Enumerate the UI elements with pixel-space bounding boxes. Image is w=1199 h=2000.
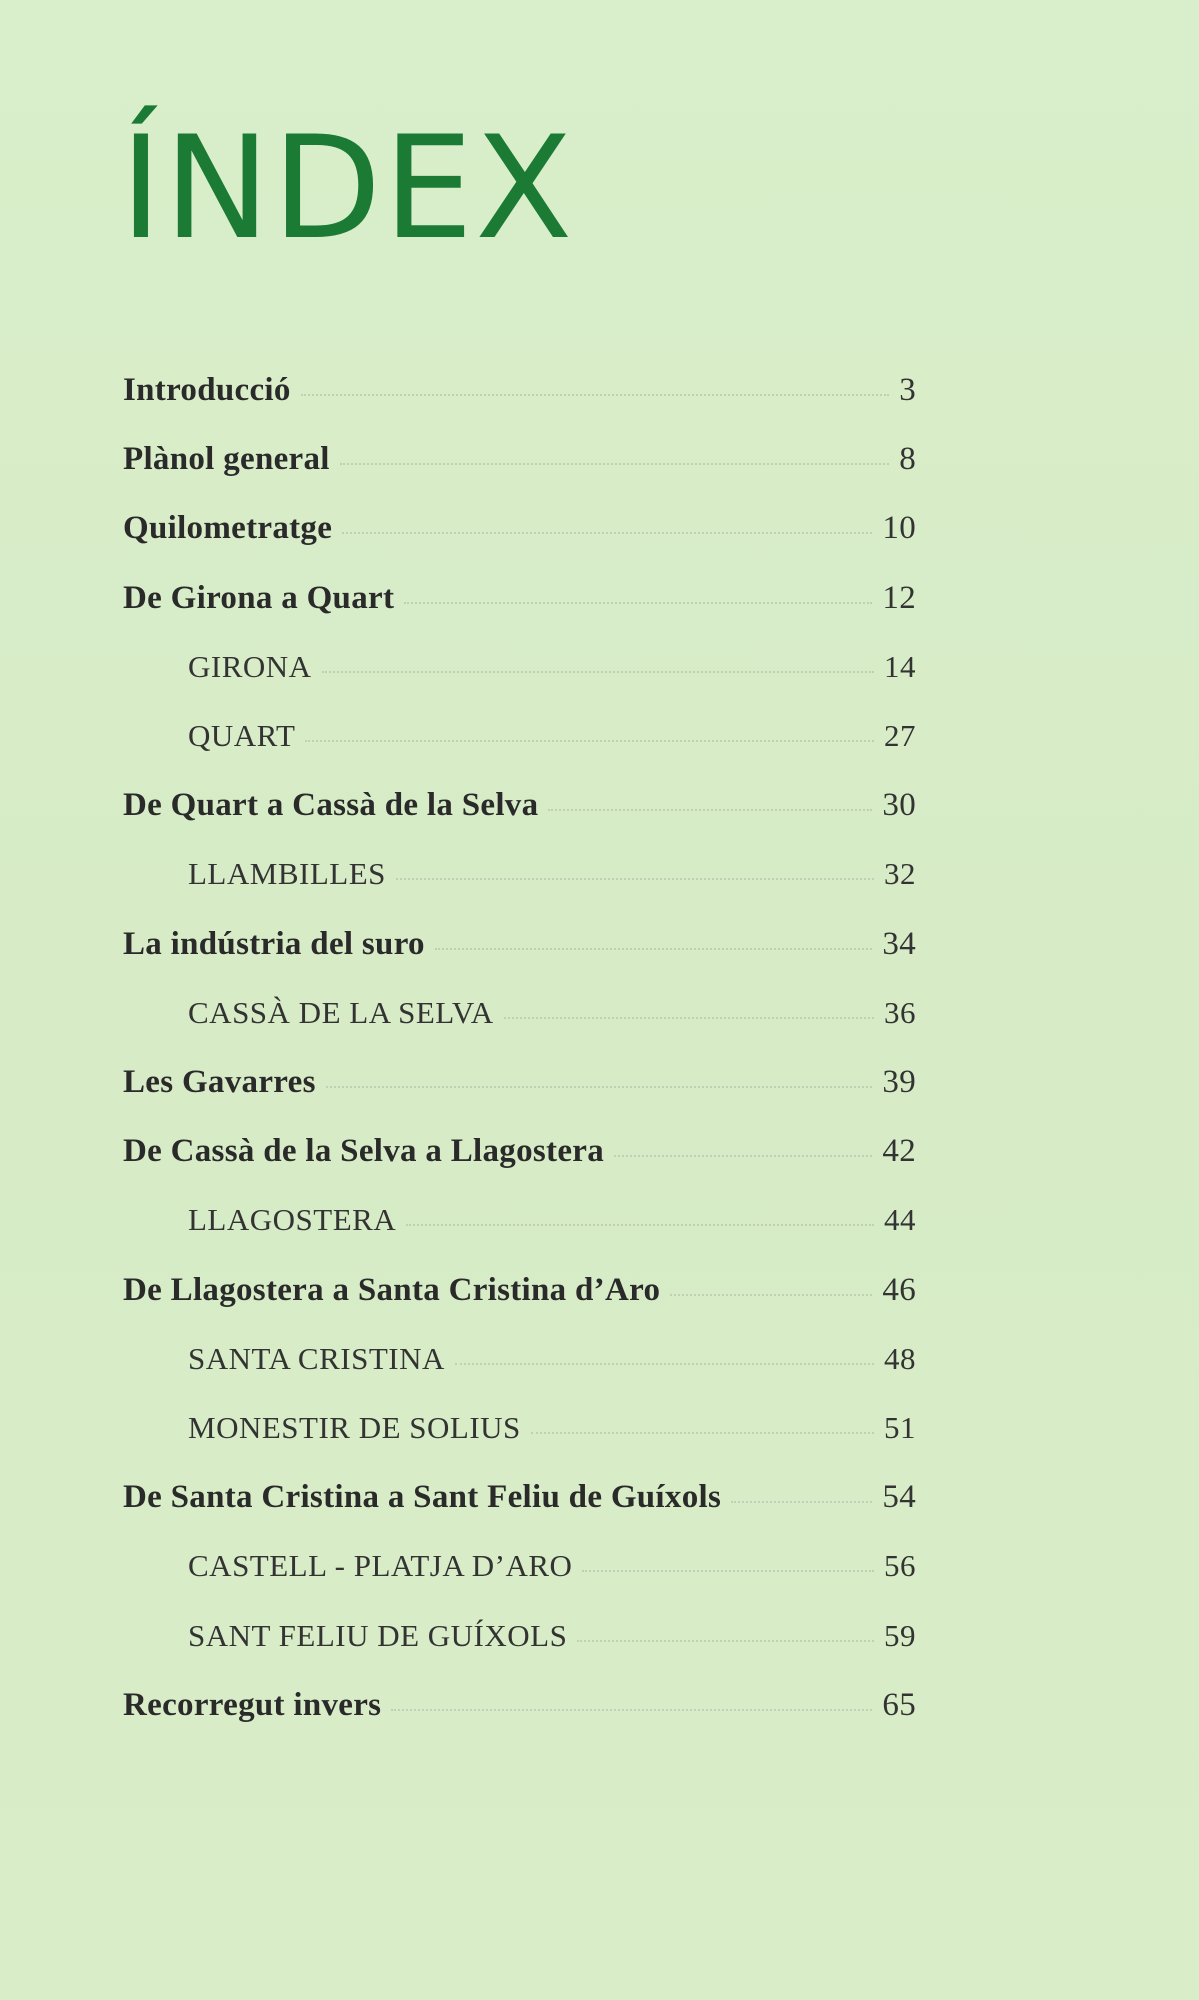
toc-entry-page-number: 30 (882, 787, 916, 824)
toc-entry (188, 995, 916, 1039)
toc-entry-label: De Girona a Quart (123, 579, 395, 616)
toc-entry (188, 649, 916, 693)
toc-entry-label: Quilometratge (123, 510, 333, 547)
toc-entry-label: CASTELL - PLATJA D’ARO (188, 1548, 573, 1584)
toc-entry-label: QUART (188, 718, 296, 753)
toc-entry-page-number: 12 (882, 579, 916, 616)
toc-entry (123, 441, 916, 485)
toc-entry (123, 580, 916, 624)
toc-entry-page-number: 42 (882, 1133, 916, 1170)
dotted-leader (305, 740, 874, 742)
toc-entry-label: Recorregut invers (123, 1686, 382, 1723)
dotted-leader (326, 1086, 873, 1088)
dotted-leader (435, 948, 873, 950)
toc-entry-page-number: 65 (882, 1686, 916, 1723)
dotted-leader (342, 532, 872, 534)
dotted-leader (396, 878, 874, 880)
toc-entry (123, 1687, 916, 1731)
toc-entry-label: De Llagostera a Santa Cristina d’Aro (123, 1271, 661, 1308)
dotted-leader (548, 809, 872, 811)
dotted-leader (504, 1017, 874, 1019)
dotted-leader (455, 1363, 874, 1365)
toc-entry-page-number: 14 (884, 648, 916, 684)
toc-entry (188, 1548, 916, 1592)
toc-entry (188, 1341, 916, 1385)
toc-entry-page-number: 54 (882, 1479, 916, 1516)
toc-entry-label: Plànol general (123, 441, 330, 478)
dotted-leader (301, 394, 889, 396)
toc-entry (188, 1618, 916, 1662)
toc-entry (123, 1064, 916, 1108)
toc-entry-label: De Quart a Cassà de la Selva (123, 787, 539, 824)
dotted-leader (406, 1224, 874, 1226)
dotted-leader (322, 671, 874, 673)
toc-entry-page-number: 59 (884, 1617, 916, 1653)
toc-entry-label: De Cassà de la Selva a Llagostera (123, 1133, 605, 1170)
dotted-leader (531, 1432, 874, 1434)
toc-entry-page-number: 36 (884, 994, 916, 1030)
dotted-leader (731, 1501, 872, 1503)
toc-entry-page-number: 39 (882, 1064, 916, 1100)
dotted-leader (340, 463, 889, 465)
toc-entry-label: La indústria del suro (123, 925, 425, 962)
toc-entry-label: LLAGOSTERA (188, 1202, 397, 1238)
toc-entry-label: Introducció (123, 372, 291, 408)
dotted-leader (614, 1155, 872, 1157)
toc-entry-page-number: 44 (884, 1202, 916, 1238)
toc-entry (123, 510, 916, 554)
dotted-leader (670, 1294, 872, 1296)
toc-entry (123, 1272, 916, 1316)
dotted-leader (582, 1570, 874, 1572)
index-title: ÍNDEX (120, 106, 575, 271)
toc-entry-label: CASSÀ DE LA SELVA (188, 994, 494, 1030)
toc-entry-page-number: 56 (884, 1548, 916, 1584)
toc-entry-page-number: 46 (882, 1271, 916, 1308)
toc-entry-label: LLAMBILLES (188, 856, 386, 892)
toc-entry (188, 1410, 916, 1454)
toc-entry (123, 372, 916, 416)
toc-entry-label: SANT FELIU DE GUÍXOLS (188, 1617, 568, 1653)
toc-entry-label: GIRONA (188, 648, 312, 684)
toc-entry (123, 926, 916, 970)
toc-entry-page-number: 32 (884, 856, 916, 892)
toc-entry-page-number: 8 (899, 441, 916, 478)
toc-entry-label: De Santa Cristina a Sant Feliu de Guíxols (123, 1479, 722, 1516)
dotted-leader (404, 602, 872, 604)
toc-entry (188, 1202, 916, 1246)
toc-entry (188, 856, 916, 900)
toc-entry-page-number: 3 (899, 372, 916, 408)
dotted-leader (391, 1709, 872, 1711)
toc-entry (123, 1479, 916, 1523)
toc-entry-page-number: 34 (882, 925, 916, 962)
toc-entry-label: MONESTIR DE SOLIUS (188, 1410, 521, 1445)
toc-entry-page-number: 48 (884, 1340, 916, 1376)
toc-entry-page-number: 10 (882, 510, 916, 547)
toc-entry-page-number: 51 (884, 1410, 916, 1445)
toc-entry (188, 718, 916, 762)
dotted-leader (577, 1640, 874, 1642)
toc-entry (123, 1133, 916, 1177)
toc-entry-label: Les Gavarres (123, 1064, 316, 1100)
toc-entry-page-number: 27 (884, 718, 916, 753)
toc-entry-label: SANTA CRISTINA (188, 1340, 445, 1376)
toc-entry (123, 787, 916, 831)
